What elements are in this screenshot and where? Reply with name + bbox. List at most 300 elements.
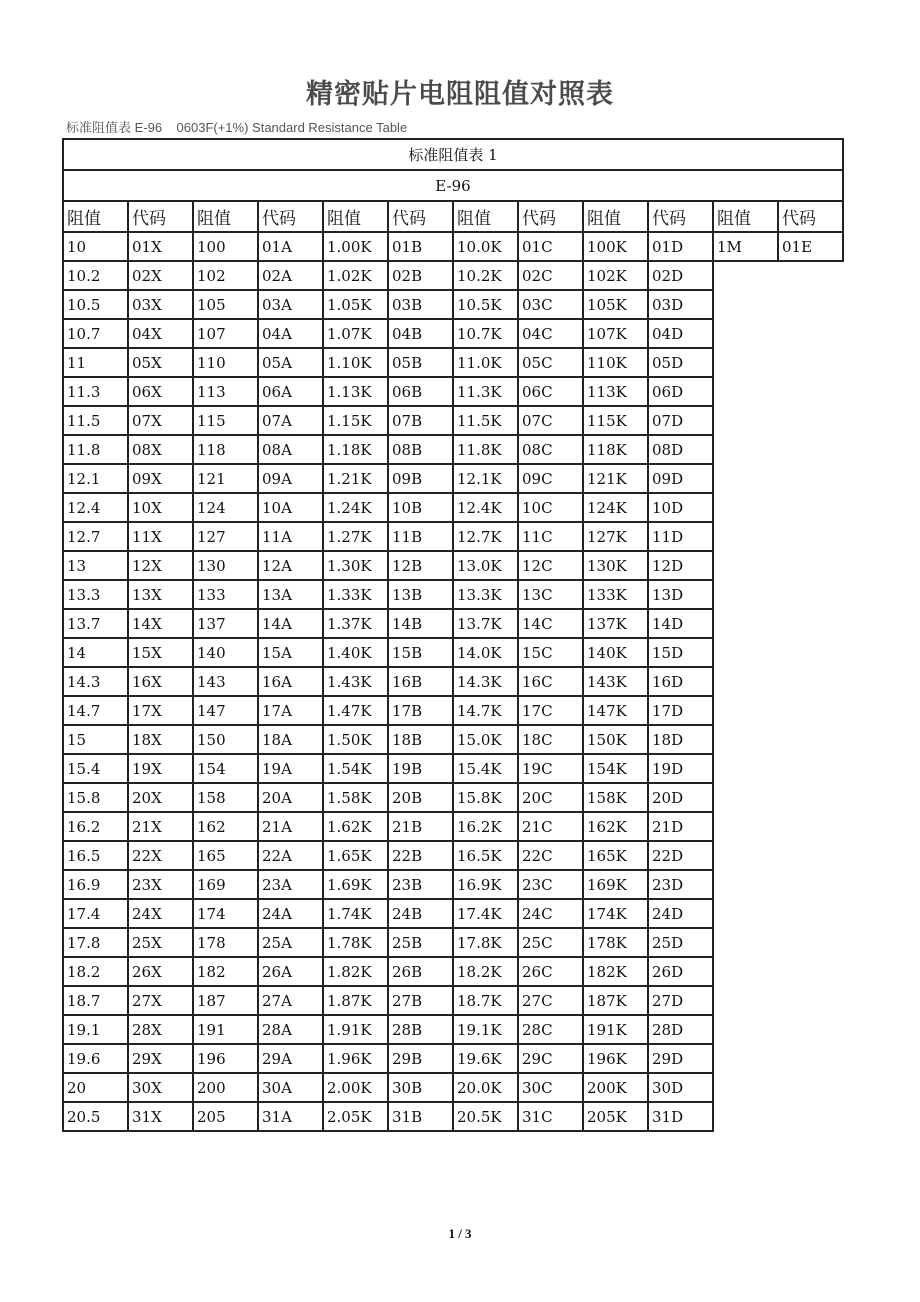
resistance-value: 17.4 [63, 899, 128, 928]
resistance-code: 02B [388, 261, 453, 290]
resistance-code: 24B [388, 899, 453, 928]
table-row [63, 696, 843, 725]
empty-cell [713, 464, 778, 493]
resistance-value: 15.8 [63, 783, 128, 812]
resistance-code: 25X [128, 928, 193, 957]
empty-cell [778, 464, 843, 493]
resistance-value: 11.8 [63, 435, 128, 464]
empty-cell [778, 551, 843, 580]
header-value: 阻值 [193, 201, 258, 232]
resistance-value: 174 [193, 899, 258, 928]
resistance-value: 182 [193, 957, 258, 986]
resistance-code: 02X [128, 261, 193, 290]
resistance-code: 29B [388, 1044, 453, 1073]
resistance-value: 13.3K [453, 580, 518, 609]
resistance-code: 19A [258, 754, 323, 783]
empty-cell [778, 1044, 843, 1073]
resistance-code: 19B [388, 754, 453, 783]
resistance-code: 15A [258, 638, 323, 667]
resistance-code: 19X [128, 754, 193, 783]
table-row [63, 377, 843, 406]
table-row [63, 232, 843, 261]
resistance-value: 115 [193, 406, 258, 435]
resistance-value: 124 [193, 493, 258, 522]
resistance-code: 03C [518, 290, 583, 319]
table-row [63, 754, 843, 783]
header-value: 阻值 [63, 201, 128, 232]
resistance-code: 13X [128, 580, 193, 609]
resistance-code: 15C [518, 638, 583, 667]
resistance-code: 22A [258, 841, 323, 870]
resistance-code: 24D [648, 899, 713, 928]
resistance-code: 15X [128, 638, 193, 667]
resistance-code: 15B [388, 638, 453, 667]
resistance-value: 102 [193, 261, 258, 290]
resistance-value: 165 [193, 841, 258, 870]
resistance-code: 04B [388, 319, 453, 348]
resistance-value: 2.05K [323, 1102, 388, 1131]
resistance-code: 18C [518, 725, 583, 754]
resistance-value: 19.1 [63, 1015, 128, 1044]
resistance-code: 02D [648, 261, 713, 290]
resistance-code: 23C [518, 870, 583, 899]
resistance-value: 16.5K [453, 841, 518, 870]
empty-cell [778, 696, 843, 725]
empty-cell [778, 493, 843, 522]
resistance-value: 13.7K [453, 609, 518, 638]
resistance-value: 11.8K [453, 435, 518, 464]
resistance-code: 01D [648, 232, 713, 261]
resistance-value: 15.8K [453, 783, 518, 812]
resistance-code: 05D [648, 348, 713, 377]
resistance-value: 12.7K [453, 522, 518, 551]
resistance-code: 18A [258, 725, 323, 754]
resistance-value: 15.0K [453, 725, 518, 754]
resistance-code: 01A [258, 232, 323, 261]
empty-cell [778, 899, 843, 928]
resistance-code: 08A [258, 435, 323, 464]
resistance-code: 14B [388, 609, 453, 638]
resistance-code: 21A [258, 812, 323, 841]
resistance-code: 17D [648, 696, 713, 725]
resistance-value: 19.6K [453, 1044, 518, 1073]
resistance-value: 196K [583, 1044, 648, 1073]
resistance-code: 12D [648, 551, 713, 580]
resistance-value: 1.15K [323, 406, 388, 435]
resistance-code: 01E [778, 232, 843, 261]
series-label: E-96 [63, 170, 843, 201]
empty-cell [778, 783, 843, 812]
resistance-value: 137K [583, 609, 648, 638]
resistance-value: 12.7 [63, 522, 128, 551]
resistance-code: 22C [518, 841, 583, 870]
resistance-code: 03A [258, 290, 323, 319]
resistance-value: 127K [583, 522, 648, 551]
resistance-value: 1.96K [323, 1044, 388, 1073]
table-row [63, 783, 843, 812]
resistance-code: 09B [388, 464, 453, 493]
resistance-code: 12A [258, 551, 323, 580]
empty-cell [713, 754, 778, 783]
resistance-value: 1.47K [323, 696, 388, 725]
resistance-value: 150K [583, 725, 648, 754]
resistance-code: 07A [258, 406, 323, 435]
resistance-code: 31B [388, 1102, 453, 1131]
table-row [63, 986, 843, 1015]
resistance-value: 18.7 [63, 986, 128, 1015]
empty-cell [778, 812, 843, 841]
resistance-code: 28D [648, 1015, 713, 1044]
resistance-code: 11X [128, 522, 193, 551]
empty-cell [778, 957, 843, 986]
resistance-value: 115K [583, 406, 648, 435]
resistance-value: 200K [583, 1073, 648, 1102]
resistance-value: 127 [193, 522, 258, 551]
table-row [63, 290, 843, 319]
resistance-value: 169K [583, 870, 648, 899]
resistance-code: 30B [388, 1073, 453, 1102]
resistance-value: 118 [193, 435, 258, 464]
resistance-value: 1.62K [323, 812, 388, 841]
resistance-code: 13A [258, 580, 323, 609]
resistance-code: 26B [388, 957, 453, 986]
resistance-code: 04A [258, 319, 323, 348]
resistance-value: 14.0K [453, 638, 518, 667]
resistance-code: 02A [258, 261, 323, 290]
resistance-code: 13D [648, 580, 713, 609]
resistance-code: 26X [128, 957, 193, 986]
resistance-code: 20X [128, 783, 193, 812]
header-value: 阻值 [713, 201, 778, 232]
resistance-value: 13.7 [63, 609, 128, 638]
resistance-code: 10A [258, 493, 323, 522]
resistance-code: 23D [648, 870, 713, 899]
resistance-value: 191 [193, 1015, 258, 1044]
header-value: 阻值 [323, 201, 388, 232]
resistance-code: 11B [388, 522, 453, 551]
resistance-value: 1.18K [323, 435, 388, 464]
resistance-code: 07D [648, 406, 713, 435]
resistance-code: 29D [648, 1044, 713, 1073]
resistance-code: 20D [648, 783, 713, 812]
resistance-code: 05X [128, 348, 193, 377]
empty-cell [713, 957, 778, 986]
resistance-code: 20B [388, 783, 453, 812]
resistance-code: 02C [518, 261, 583, 290]
resistance-value: 165K [583, 841, 648, 870]
resistance-code: 09C [518, 464, 583, 493]
table-row [63, 870, 843, 899]
resistance-code: 29A [258, 1044, 323, 1073]
empty-cell [713, 261, 778, 290]
resistance-value: 10.7 [63, 319, 128, 348]
resistance-value: 19.6 [63, 1044, 128, 1073]
resistance-code: 03D [648, 290, 713, 319]
table-row [63, 928, 843, 957]
empty-cell [713, 841, 778, 870]
resistance-value: 16.9K [453, 870, 518, 899]
table-row [63, 609, 843, 638]
table-title-row [63, 139, 843, 170]
resistance-value: 1.91K [323, 1015, 388, 1044]
resistance-value: 105K [583, 290, 648, 319]
resistance-code: 04D [648, 319, 713, 348]
resistance-code: 12X [128, 551, 193, 580]
resistance-value: 147K [583, 696, 648, 725]
resistance-code: 19C [518, 754, 583, 783]
table-row [63, 1102, 843, 1131]
table-row [63, 493, 843, 522]
resistance-code: 25B [388, 928, 453, 957]
resistance-value: 1.30K [323, 551, 388, 580]
resistance-value: 100K [583, 232, 648, 261]
resistance-value: 133 [193, 580, 258, 609]
resistance-value: 162 [193, 812, 258, 841]
resistance-code: 23B [388, 870, 453, 899]
empty-cell [713, 783, 778, 812]
resistance-value: 17.4K [453, 899, 518, 928]
table-row [63, 1073, 843, 1102]
resistance-code: 22B [388, 841, 453, 870]
resistance-code: 16A [258, 667, 323, 696]
resistance-code: 23X [128, 870, 193, 899]
resistance-code: 26A [258, 957, 323, 986]
resistance-code: 28C [518, 1015, 583, 1044]
resistance-code: 16C [518, 667, 583, 696]
table-row [63, 580, 843, 609]
resistance-code: 31X [128, 1102, 193, 1131]
empty-cell [713, 725, 778, 754]
header-row [63, 201, 843, 232]
empty-cell [713, 870, 778, 899]
resistance-code: 18B [388, 725, 453, 754]
resistance-value: 1.05K [323, 290, 388, 319]
resistance-value: 187K [583, 986, 648, 1015]
resistance-value: 174K [583, 899, 648, 928]
resistance-value: 11.3K [453, 377, 518, 406]
empty-cell [713, 522, 778, 551]
resistance-code: 10X [128, 493, 193, 522]
table-row [63, 435, 843, 464]
resistance-value: 113K [583, 377, 648, 406]
resistance-value: 107K [583, 319, 648, 348]
resistance-value: 11 [63, 348, 128, 377]
resistance-value: 113 [193, 377, 258, 406]
resistance-value: 20.5 [63, 1102, 128, 1131]
empty-cell [713, 290, 778, 319]
resistance-value: 102K [583, 261, 648, 290]
resistance-code: 04C [518, 319, 583, 348]
resistance-value: 191K [583, 1015, 648, 1044]
empty-cell [778, 580, 843, 609]
table-row [63, 899, 843, 928]
resistance-value: 137 [193, 609, 258, 638]
empty-cell [778, 870, 843, 899]
table-body [63, 139, 843, 1131]
table-row [63, 841, 843, 870]
resistance-value: 11.5 [63, 406, 128, 435]
resistance-code: 31D [648, 1102, 713, 1131]
resistance-code: 14A [258, 609, 323, 638]
empty-cell [713, 696, 778, 725]
resistance-value: 14.7 [63, 696, 128, 725]
resistance-value: 154 [193, 754, 258, 783]
resistance-value: 147 [193, 696, 258, 725]
empty-cell [778, 928, 843, 957]
resistance-code: 09A [258, 464, 323, 493]
resistance-value: 205 [193, 1102, 258, 1131]
resistance-code: 16X [128, 667, 193, 696]
resistance-value: 16.9 [63, 870, 128, 899]
resistance-value: 107 [193, 319, 258, 348]
resistance-value: 1.10K [323, 348, 388, 377]
resistance-code: 29C [518, 1044, 583, 1073]
resistance-code: 01C [518, 232, 583, 261]
resistance-value: 1.69K [323, 870, 388, 899]
resistance-value: 16.2 [63, 812, 128, 841]
resistance-code: 21B [388, 812, 453, 841]
resistance-code: 05C [518, 348, 583, 377]
resistance-code: 14D [648, 609, 713, 638]
empty-cell [713, 580, 778, 609]
resistance-code: 28B [388, 1015, 453, 1044]
resistance-code: 29X [128, 1044, 193, 1073]
resistance-code: 19D [648, 754, 713, 783]
resistance-value: 178K [583, 928, 648, 957]
empty-cell [778, 725, 843, 754]
resistance-value: 118K [583, 435, 648, 464]
resistance-value: 1.00K [323, 232, 388, 261]
resistance-value: 20.0K [453, 1073, 518, 1102]
resistance-code: 24C [518, 899, 583, 928]
header-code: 代码 [388, 201, 453, 232]
resistance-code: 06C [518, 377, 583, 406]
resistance-value: 15.4 [63, 754, 128, 783]
resistance-value: 18.2 [63, 957, 128, 986]
resistance-code: 18X [128, 725, 193, 754]
resistance-value: 140K [583, 638, 648, 667]
resistance-value: 154K [583, 754, 648, 783]
resistance-code: 26C [518, 957, 583, 986]
resistance-code: 15D [648, 638, 713, 667]
resistance-value: 1.87K [323, 986, 388, 1015]
resistance-value: 16.2K [453, 812, 518, 841]
header-code: 代码 [258, 201, 323, 232]
resistance-value: 130K [583, 551, 648, 580]
resistance-value: 10.0K [453, 232, 518, 261]
resistance-code: 12C [518, 551, 583, 580]
resistance-value: 1.27K [323, 522, 388, 551]
resistance-value: 121 [193, 464, 258, 493]
resistance-value: 16.5 [63, 841, 128, 870]
resistance-code: 03X [128, 290, 193, 319]
resistance-value: 162K [583, 812, 648, 841]
resistance-code: 06B [388, 377, 453, 406]
empty-cell [778, 522, 843, 551]
resistance-code: 11D [648, 522, 713, 551]
resistance-value: 130 [193, 551, 258, 580]
table-title: 标准阻值表 1 [63, 139, 843, 170]
resistance-value: 140 [193, 638, 258, 667]
resistance-value: 15.4K [453, 754, 518, 783]
resistance-code: 10C [518, 493, 583, 522]
empty-cell [713, 319, 778, 348]
empty-cell [713, 435, 778, 464]
resistance-value: 1.21K [323, 464, 388, 493]
resistance-value: 18.2K [453, 957, 518, 986]
resistance-value: 11.3 [63, 377, 128, 406]
resistance-value: 13 [63, 551, 128, 580]
resistance-code: 08B [388, 435, 453, 464]
resistance-value: 11.5K [453, 406, 518, 435]
resistance-code: 07B [388, 406, 453, 435]
resistance-code: 12B [388, 551, 453, 580]
resistance-value: 1.40K [323, 638, 388, 667]
resistance-value: 105 [193, 290, 258, 319]
resistance-value: 10.2 [63, 261, 128, 290]
empty-cell [778, 754, 843, 783]
resistance-code: 21D [648, 812, 713, 841]
resistance-code: 04X [128, 319, 193, 348]
resistance-value: 18.7K [453, 986, 518, 1015]
header-code: 代码 [518, 201, 583, 232]
resistance-code: 24A [258, 899, 323, 928]
resistance-value: 110 [193, 348, 258, 377]
resistance-code: 17A [258, 696, 323, 725]
resistance-value: 182K [583, 957, 648, 986]
resistance-code: 13B [388, 580, 453, 609]
table-row [63, 638, 843, 667]
resistance-value: 143K [583, 667, 648, 696]
resistance-value: 1.65K [323, 841, 388, 870]
resistance-value: 158 [193, 783, 258, 812]
table-subtitle: 标准阻值表 E-96 0603F(+1%) Standard Resistance Table [66, 120, 408, 135]
table-row [63, 957, 843, 986]
resistance-code: 08C [518, 435, 583, 464]
empty-cell [778, 667, 843, 696]
resistance-code: 17B [388, 696, 453, 725]
header-code: 代码 [778, 201, 843, 232]
resistance-code: 11A [258, 522, 323, 551]
empty-cell [713, 812, 778, 841]
resistance-code: 27B [388, 986, 453, 1015]
resistance-value: 10.7K [453, 319, 518, 348]
resistance-value: 14 [63, 638, 128, 667]
resistance-value: 19.1K [453, 1015, 518, 1044]
empty-cell [778, 319, 843, 348]
resistance-code: 17X [128, 696, 193, 725]
resistance-code: 09X [128, 464, 193, 493]
empty-cell [778, 986, 843, 1015]
resistance-value: 1.07K [323, 319, 388, 348]
resistance-code: 21C [518, 812, 583, 841]
resistance-code: 27A [258, 986, 323, 1015]
resistance-value: 169 [193, 870, 258, 899]
resistance-value: 12.4K [453, 493, 518, 522]
empty-cell [778, 348, 843, 377]
resistance-code: 20C [518, 783, 583, 812]
empty-cell [713, 986, 778, 1015]
resistance-code: 03B [388, 290, 453, 319]
resistance-code: 27D [648, 986, 713, 1015]
resistance-code: 27C [518, 986, 583, 1015]
resistance-value: 1.02K [323, 261, 388, 290]
resistance-code: 28X [128, 1015, 193, 1044]
resistance-code: 16D [648, 667, 713, 696]
resistance-code: 08D [648, 435, 713, 464]
resistance-value: 17.8K [453, 928, 518, 957]
resistance-value: 1.58K [323, 783, 388, 812]
